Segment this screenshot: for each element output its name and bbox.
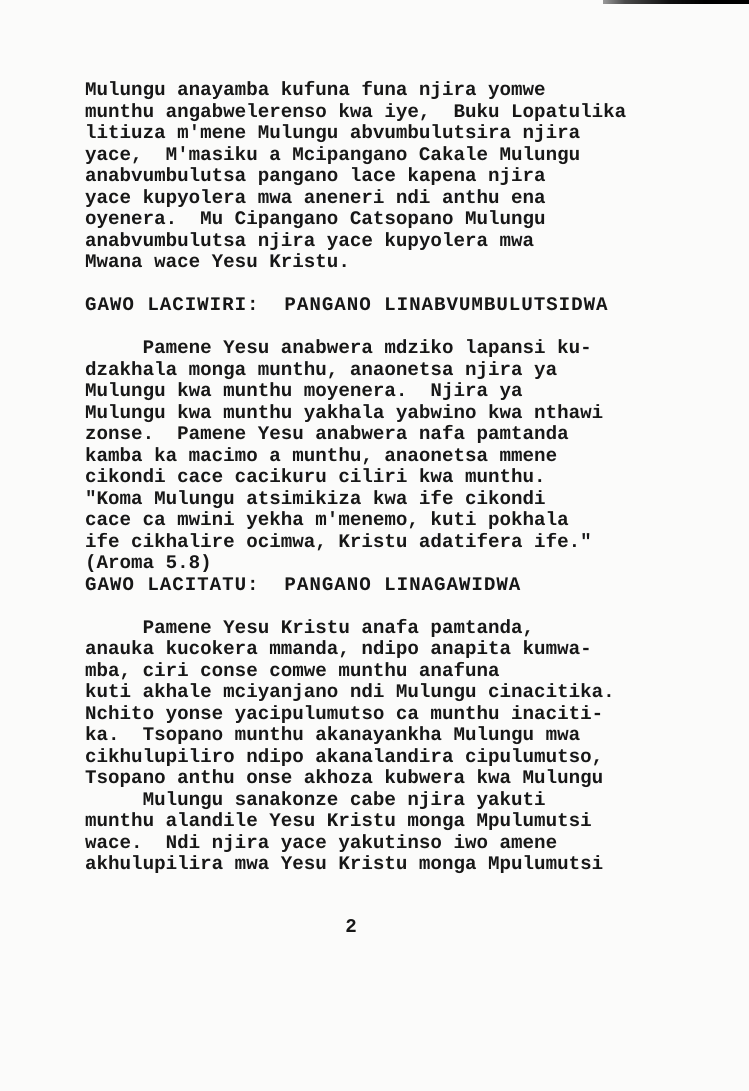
text-line: Tsopano anthu onse akhoza kubwera kwa Mulungu	[85, 767, 604, 789]
text-line: mba, ciri conse comwe munthu anafuna	[85, 659, 500, 682]
text-line: ife cikhalire ocimwa, Kristu adatifera ife."	[85, 530, 592, 553]
text-line: anabvumbulutsa pangano lace kapena njira	[85, 165, 546, 187]
text-line: akhulupilira mwa Yesu Kristu monga Mpulumutsi	[85, 853, 604, 875]
text-line: Mulungu anayamba kufuna funa njira yomwe	[85, 79, 546, 101]
text-line: dzakhala monga munthu, anaonetsa njira ya	[85, 358, 558, 381]
section-heading: GAWO LACITATU: PANGANO LINAGAWIDWA	[85, 573, 522, 596]
text-line: cace ca mwini yekha m'menemo, kuti pokhala	[85, 509, 569, 531]
text-line: munthu angabwelerenso kwa iye, Buku Lopatulika	[85, 100, 627, 123]
text-line: Pamene Yesu anabwera mdziko lapansi ku-	[85, 337, 592, 359]
text-line: munthu alandile Yesu Kristu monga Mpulumutsi	[85, 810, 592, 832]
text-line: kamba ka macimo a munthu, anaonetsa mmene	[85, 444, 558, 467]
page-number: 2	[345, 916, 357, 938]
text-line: oyenera. Mu Cipangano Catsopano Mulungu	[85, 208, 546, 230]
text-line: zonse. Pamene Yesu anabwera nafa pamtanda	[85, 423, 569, 445]
scan-artifact-bar	[603, 0, 749, 4]
text-line: kuti akhale mciyanjano ndi Mulungu cinacitika.	[85, 681, 615, 703]
text-line: litiuza m'mene Mulungu abvumbulutsira njira	[85, 122, 581, 144]
page-text	[85, 80, 630, 876]
text-line: anabvumbulutsa njira yace kupyolera mwa	[85, 229, 535, 252]
text-line: anauka kucokera mmanda, ndipo anapita kumwa-	[85, 638, 592, 660]
text-line	[85, 274, 630, 296]
text-line: yace kupyolera mwa aneneri ndi anthu ena	[85, 186, 546, 209]
text-line: cikhulupiliro ndipo akanalandira cipulumutso,	[85, 745, 604, 768]
text-line: ka. Tsopano munthu akanayankha Mulungu mwa	[85, 724, 581, 746]
text-line: Mulungu kwa munthu yakhala yabwino kwa nthawi	[85, 401, 604, 424]
text-line: (Aroma 5.8)	[85, 552, 212, 574]
text-line: Nchito yonse yacipulumutso ca munthu inaciti-	[85, 702, 604, 725]
text-line	[85, 596, 630, 618]
text-line: cikondi cace cacikuru ciliri kwa munthu.	[85, 466, 546, 488]
text-line: Mwana wace Yesu Kristu.	[85, 251, 350, 273]
text-line: "Koma Mulungu atsimikiza kwa ife cikondi	[85, 487, 546, 510]
text-line	[85, 317, 630, 339]
text-line: Mulungu kwa munthu moyenera. Njira ya	[85, 380, 523, 402]
section-heading: GAWO LACIWIRI: PANGANO LINABVUMBULUTSIDWA	[85, 294, 609, 316]
text-line: yace, M'masiku a Mcipangano Cakale Mulungu	[85, 143, 581, 166]
text-line: Pamene Yesu Kristu anafa pamtanda,	[85, 616, 535, 639]
text-line: Mulungu sanakonze cabe njira yakuti	[85, 788, 546, 811]
text-line: wace. Ndi njira yace yakutinso iwo amene	[85, 831, 558, 854]
